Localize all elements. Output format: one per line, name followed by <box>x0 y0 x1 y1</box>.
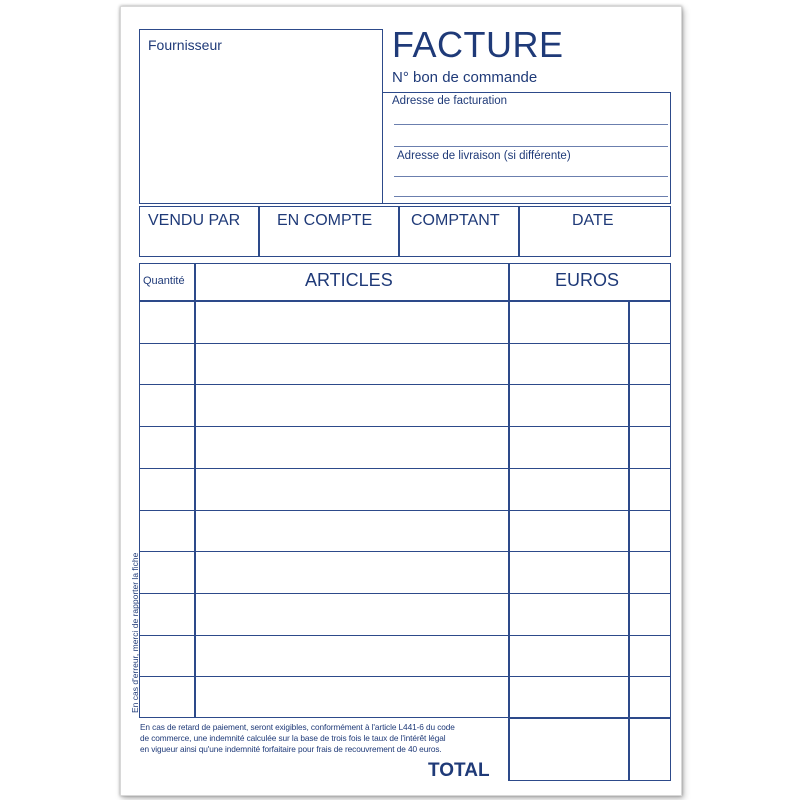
table-row[interactable] <box>140 344 670 384</box>
billing-address-line-2[interactable] <box>394 146 668 147</box>
on-account-label: EN COMPTE <box>277 212 373 229</box>
table-row[interactable] <box>140 469 670 509</box>
date-label: DATE <box>572 212 614 229</box>
legal-notice-line-1: En cas de retard de paiement, seront exigibles, conformément à l'article L441-6 du code <box>140 722 455 732</box>
table-row[interactable] <box>140 302 670 342</box>
table-row[interactable] <box>140 552 670 592</box>
address-box <box>382 92 671 204</box>
table-row[interactable] <box>140 511 670 551</box>
euros-header: EUROS <box>555 270 620 290</box>
invoice-title: FACTURE <box>392 24 564 65</box>
delivery-address-label: Adresse de livraison (si différente) <box>397 150 571 162</box>
table-row[interactable] <box>140 427 670 467</box>
total-box[interactable] <box>508 718 671 781</box>
info-divider <box>518 206 520 257</box>
table-row[interactable] <box>140 594 670 634</box>
legal-notice-line-3: en vigueur ainsi qu'une indemnité forfaitaire pour frais de recouvrement de 40 euros. <box>140 744 442 754</box>
supplier-box <box>139 29 383 204</box>
total-label: TOTAL <box>428 760 490 781</box>
delivery-address-line-1[interactable] <box>394 176 668 177</box>
info-divider <box>258 206 260 257</box>
cash-label: COMPTANT <box>411 212 500 229</box>
table-row[interactable] <box>140 636 670 676</box>
articles-header: ARTICLES <box>305 270 393 290</box>
sold-by-label: VENDU PAR <box>148 212 241 229</box>
supplier-label: Fournisseur <box>148 37 222 53</box>
billing-address-line-1[interactable] <box>394 124 668 125</box>
billing-address-label: Adresse de facturation <box>392 95 508 107</box>
info-divider <box>398 206 400 257</box>
table-row[interactable] <box>140 677 670 717</box>
delivery-address-line-2[interactable] <box>394 196 668 197</box>
table-row[interactable] <box>140 385 670 425</box>
quantity-header: Quantité <box>143 275 185 287</box>
order-number-label: N° bon de commande <box>392 69 538 86</box>
side-note: En cas d'erreur, merci de rapporter la fiche <box>130 552 140 713</box>
legal-notice-line-2: de commerce, une indemnité calculée sur la base de trois fois le taux de l'intérêt légal <box>140 733 446 743</box>
